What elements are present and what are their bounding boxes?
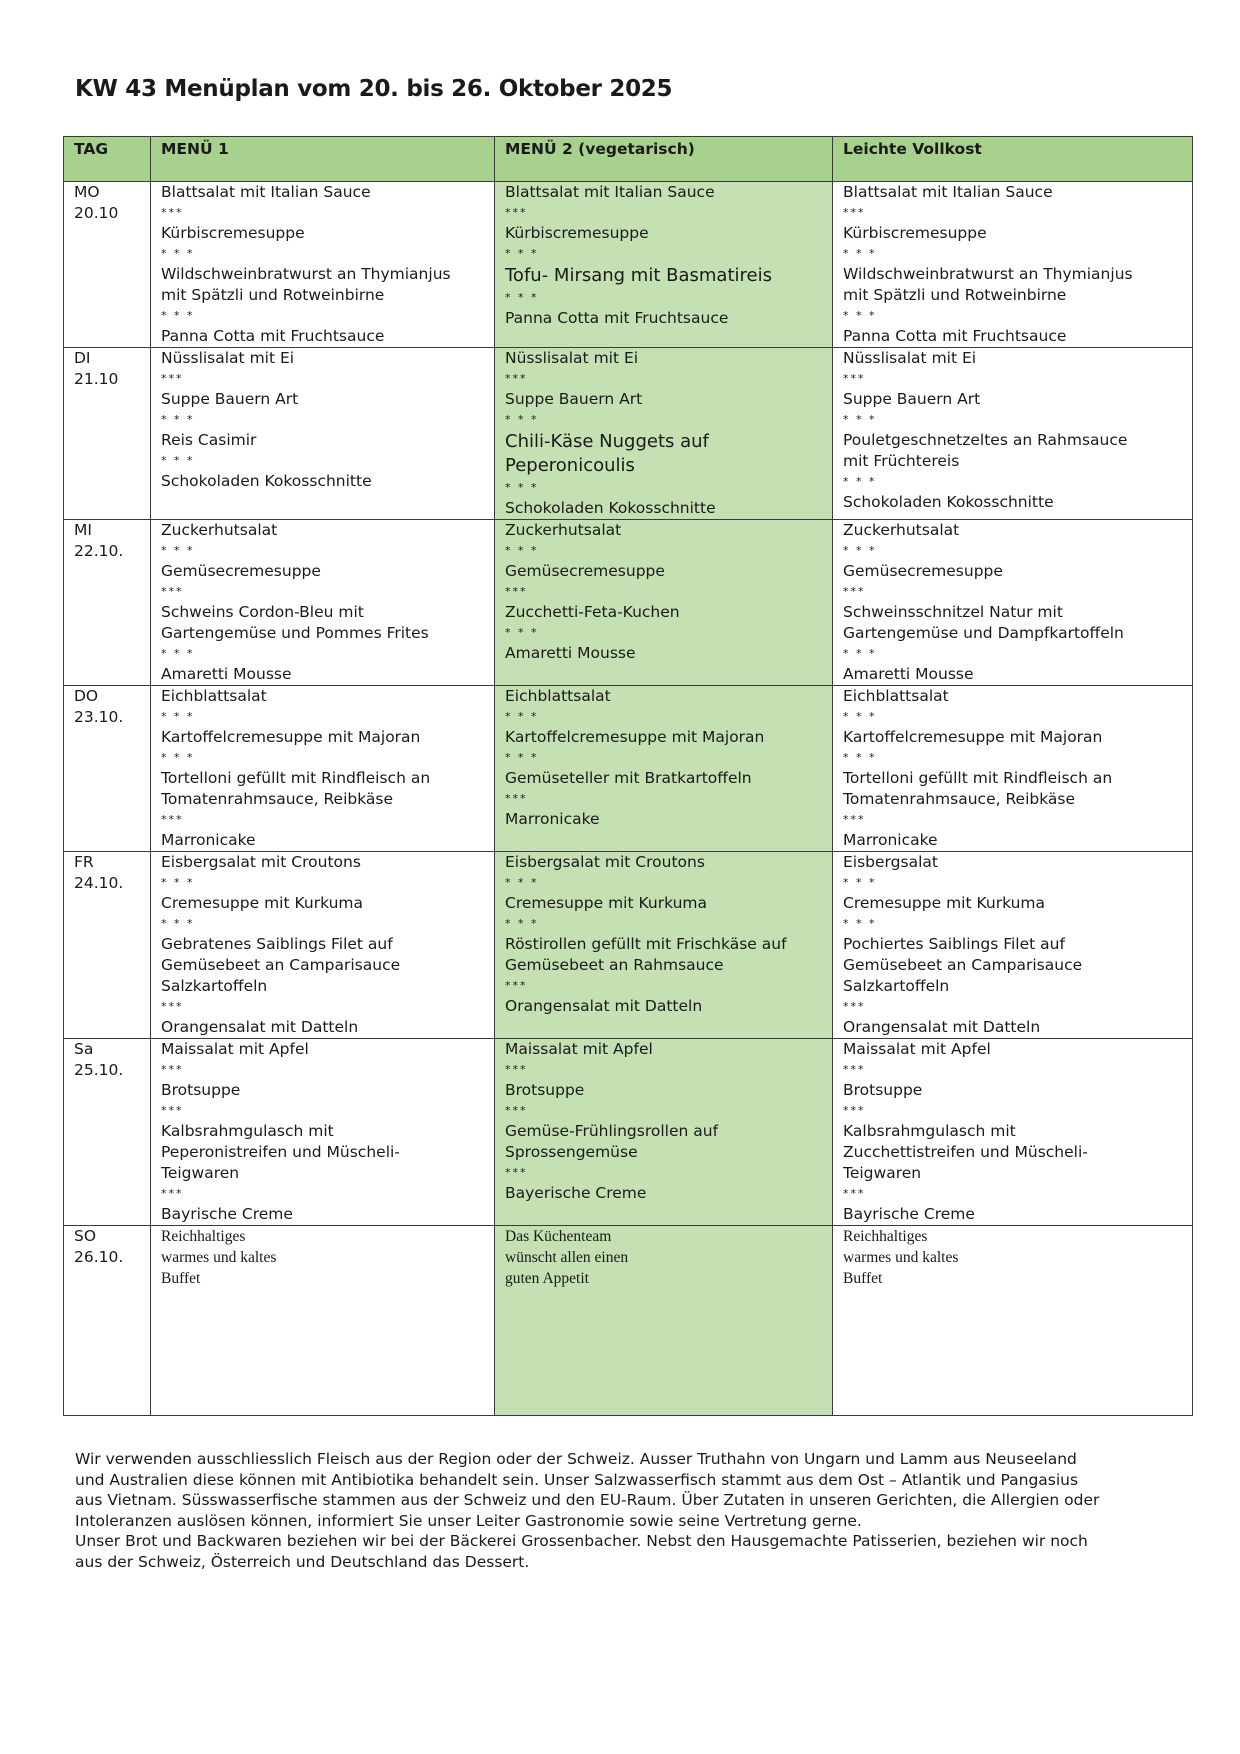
course-separator: *** [843,585,866,598]
course-separator: * * * [843,647,877,660]
dish-line: Orangensalat mit Datteln [843,1018,1041,1036]
day-row [64,520,1193,686]
dish-line: Eisbergsalat mit Croutons [505,853,705,871]
dish-line: Zucchettistreifen und Müscheli- [843,1143,1088,1161]
dish-line: Cremesuppe mit Kurkuma [505,894,707,912]
dish-line: Teigwaren [161,1164,240,1182]
dish-line: Bayerische Creme [505,1184,647,1202]
course-separator: * * * [843,475,877,488]
day-row-sunday [64,1226,1193,1416]
dish-line: Gemüseteller mit Bratkartoffeln [505,769,752,787]
day-cell [64,1226,151,1416]
dish-line: Eisbergsalat [843,853,938,871]
sunday-line: Das Küchenteam [505,1228,612,1245]
dish-line: Teigwaren [843,1164,922,1182]
dish-line: Salzkartoffeln [843,977,950,995]
dish-line: Bayrische Creme [161,1205,293,1223]
course-separator: *** [505,1104,528,1117]
dish-line: Schokoladen Kokosschnitte [505,499,716,517]
day-name: DO [74,687,99,705]
dish-line: Peperonicoulis [505,455,635,476]
course-separator: *** [161,585,184,598]
dish-line: Reis Casimir [161,431,257,449]
course-separator: * * * [505,876,539,889]
dish-line: Pochiertes Saiblings Filet auf [843,935,1065,953]
dish-line: Kalbsrahmgulasch mit [843,1122,1016,1140]
day-cell [64,520,151,686]
course-separator: *** [505,1063,528,1076]
course-separator: *** [161,1063,184,1076]
sunday-line: warmes und kaltes [161,1249,277,1266]
dish-line: Suppe Bauern Art [843,390,981,408]
footer-line: Intoleranzen auslösen können, informiert Sie unser Leiter Gastronomie sowie seine Vertretung gerne. [75,1511,862,1530]
sunday-menu2 [495,1226,833,1416]
dish-line: Röstirollen gefüllt mit Frischkäse auf [505,935,787,953]
day-name: DI [74,349,91,367]
course-separator: *** [505,792,528,805]
dish-line: mit Spätzli und Rotweinbirne [843,286,1067,304]
light-cell [833,348,1193,520]
course-separator: * * * [505,481,539,494]
menu1-cell [151,520,495,686]
dish-line: Brotsuppe [505,1081,585,1099]
dish-line: Tofu- Mirsang mit Basmatireis [505,265,772,286]
dish-line: Nüsslisalat mit Ei [843,349,977,367]
dish-line: Blattsalat mit Italian Sauce [161,183,371,201]
course-separator: * * * [161,309,195,322]
course-separator: *** [161,1000,184,1013]
light-cell [833,520,1193,686]
course-separator: * * * [505,247,539,260]
day-date: 26.10. [74,1248,124,1266]
course-separator: * * * [505,544,539,557]
footer-line: Wir verwenden ausschliesslich Fleisch aus der Region oder der Schweiz. Ausser Truthahn von Ungarn und Lamm aus Neuseeland [75,1450,1077,1468]
course-separator: * * * [843,710,877,723]
dish-line: Gartengemüse und Dampfkartoffeln [843,624,1124,642]
dish-line: Peperonistreifen und Müscheli- [161,1143,400,1161]
course-separator: *** [505,206,528,219]
course-separator: *** [843,1000,866,1013]
dish-line: Zucchetti-Feta-Kuchen [505,603,680,621]
dish-line: Kürbiscremesuppe [505,224,649,242]
course-separator: * * * [161,710,195,723]
dish-line: Maissalat mit Apfel [161,1040,309,1058]
dish-line: Schokoladen Kokosschnitte [161,472,372,490]
dish-line: Amaretti Mousse [505,644,636,662]
header-day: TAG [64,137,151,182]
day-name: MO [74,183,100,201]
dish-line: Gemüse-Frühlingsrollen auf [505,1122,719,1140]
dish-line: Gemüsebeet an Rahmsauce [505,956,724,974]
menu1-cell [151,1039,495,1226]
day-cell [64,686,151,852]
dish-line: Tomatenrahmsauce, Reibkäse [843,790,1076,808]
dish-line: Amaretti Mousse [161,665,292,683]
dish-line: Chili-Käse Nuggets auf [505,431,709,452]
day-cell [64,1039,151,1226]
dish-line: Zuckerhutsalat [843,521,960,539]
course-separator: * * * [161,917,195,930]
course-separator: * * * [505,751,539,764]
light-cell [833,852,1193,1039]
course-separator: *** [161,1104,184,1117]
menu-header-row [64,137,1193,182]
dish-line: Orangensalat mit Datteln [161,1018,359,1036]
dish-line: Tortelloni gefüllt mit Rindfleisch an [843,769,1113,787]
day-date: 20.10 [74,204,119,222]
sunday-line: wünscht allen einen [505,1249,629,1266]
sunday-line: Buffet [843,1270,883,1287]
dish-line: mit Spätzli und Rotweinbirne [161,286,385,304]
course-separator: * * * [843,917,877,930]
dish-line: Schweins Cordon-Bleu mit [161,603,364,621]
dish-line: Sprossengemüse [505,1143,638,1161]
course-separator: * * * [161,751,195,764]
course-separator: * * * [161,454,195,467]
dish-line: Brotsuppe [161,1081,241,1099]
dish-line: Suppe Bauern Art [161,390,299,408]
day-date: 25.10. [74,1061,124,1079]
course-separator: * * * [843,413,877,426]
dish-line: Brotsuppe [843,1081,923,1099]
dish-line: Salzkartoffeln [161,977,268,995]
dish-line: Tortelloni gefüllt mit Rindfleisch an [161,769,431,787]
dish-line: Nüsslisalat mit Ei [505,349,639,367]
course-separator: *** [843,813,866,826]
menu1-cell [151,348,495,520]
dish-line: Gemüsecremesuppe [843,562,1003,580]
course-separator: * * * [161,247,195,260]
light-cell [833,1039,1193,1226]
header-menu1: MENÜ 1 [151,137,495,182]
course-separator: * * * [505,710,539,723]
dish-line: Panna Cotta mit Fruchtsauce [161,327,385,345]
dish-line: Gebratenes Saiblings Filet auf [161,935,393,953]
menu2-cell [495,182,833,348]
dish-line: Blattsalat mit Italian Sauce [843,183,1053,201]
dish-line: Eichblattsalat [843,687,949,705]
dish-line: Marronicake [843,831,938,849]
course-separator: *** [161,372,184,385]
footer-line: aus Vietnam. Süsswasserfische stammen aus der Schweiz und den EU-Raum. Über Zutaten in unseren Gerichten, die Allergien oder [75,1491,1100,1509]
menu2-cell [495,1039,833,1226]
course-separator: * * * [843,247,877,260]
menu1-cell [151,852,495,1039]
course-separator: * * * [843,876,877,889]
dish-line: Eisbergsalat mit Croutons [161,853,361,871]
menu-table [63,136,1193,1416]
course-separator: * * * [505,626,539,639]
day-date: 22.10. [74,542,124,560]
sunday-line: warmes und kaltes [843,1249,959,1266]
footer-line: aus der Schweiz, Österreich und Deutschland das Dessert. [75,1552,530,1571]
course-separator: * * * [505,917,539,930]
day-row [64,686,1193,852]
course-separator: *** [161,813,184,826]
dish-line: Bayrische Creme [843,1205,975,1223]
dish-line: Eichblattsalat [505,687,611,705]
dish-line: Cremesuppe mit Kurkuma [161,894,363,912]
dish-line: Amaretti Mousse [843,665,974,683]
dish-line: Orangensalat mit Datteln [505,997,703,1015]
dish-line: Kartoffelcremesuppe mit Majoran [843,728,1103,746]
dish-line: Tomatenrahmsauce, Reibkäse [161,790,394,808]
footer-line: Unser Brot und Backwaren beziehen wir bei der Bäckerei Grossenbacher. Nebst den Hausgemachte Patisserien, beziehen wir noch [75,1532,1088,1550]
course-separator: *** [843,1063,866,1076]
course-separator: * * * [843,309,877,322]
course-separator: * * * [505,413,539,426]
dish-line: Suppe Bauern Art [505,390,643,408]
dish-line: Blattsalat mit Italian Sauce [505,183,715,201]
sunday-line: Buffet [161,1270,201,1287]
course-separator: *** [843,206,866,219]
header-light: Leichte Vollkost [833,137,1193,182]
dish-line: Nüsslisalat mit Ei [161,349,295,367]
dish-line: Gemüsebeet an Camparisauce [843,956,1083,974]
course-separator: *** [843,1187,866,1200]
dish-line: Panna Cotta mit Fruchtsauce [843,327,1067,345]
dish-line: Maissalat mit Apfel [505,1040,653,1058]
dish-line: Eichblattsalat [161,687,267,705]
dish-line: Wildschweinbratwurst an Thymianjus [161,265,451,283]
dish-line: Pouletgeschnetzeltes an Rahmsauce [843,431,1128,449]
menu1-cell [151,686,495,852]
dish-line: Gartengemüse und Pommes Frites [161,624,429,642]
dish-line: Schokoladen Kokosschnitte [843,493,1054,511]
sunday-light [833,1226,1193,1416]
day-name: FR [74,853,94,871]
page-title: KW 43 Menüplan vom 20. bis 26. Oktober 2025 [75,76,673,102]
day-row [64,182,1193,348]
day-cell [64,348,151,520]
dish-line: Panna Cotta mit Fruchtsauce [505,309,729,327]
day-date: 21.10 [74,370,119,388]
dish-line: Kürbiscremesuppe [843,224,987,242]
course-separator: * * * [161,544,195,557]
day-cell [64,182,151,348]
day-date: 23.10. [74,708,124,726]
dish-line: Wildschweinbratwurst an Thymianjus [843,265,1133,283]
dish-line: Cremesuppe mit Kurkuma [843,894,1045,912]
day-name: SO [74,1227,97,1245]
dish-line: Zuckerhutsalat [161,521,278,539]
dish-line: Maissalat mit Apfel [843,1040,991,1058]
dish-line: Gemüsebeet an Camparisauce [161,956,401,974]
footer-line: und Australien diese können mit Antibiotika behandelt sein. Unser Salzwasserfisch stammt aus dem Ost – Atlantik und Pangasius [75,1470,1079,1489]
menu2-cell [495,348,833,520]
header-menu2: MENÜ 2 (vegetarisch) [495,137,833,182]
course-separator: * * * [843,544,877,557]
sunday-line: Reichhaltiges [161,1228,246,1245]
dish-line: Kalbsrahmgulasch mit [161,1122,334,1140]
course-separator: * * * [505,291,539,304]
course-separator: * * * [161,413,195,426]
dish-line: Marronicake [505,810,600,828]
course-separator: *** [161,206,184,219]
course-separator: *** [505,585,528,598]
day-row [64,1039,1193,1226]
light-cell [833,686,1193,852]
dish-line: Zuckerhutsalat [505,521,622,539]
course-separator: * * * [161,647,195,660]
course-separator: *** [843,1104,866,1117]
dish-line: Gemüsecremesuppe [161,562,321,580]
dish-line: Kürbiscremesuppe [161,224,305,242]
dish-line: Marronicake [161,831,256,849]
dish-line: Gemüsecremesuppe [505,562,665,580]
course-separator: *** [843,372,866,385]
day-name: Sa [74,1040,94,1058]
menu1-cell [151,182,495,348]
course-separator: *** [505,979,528,992]
dish-line: mit Früchtereis [843,452,960,470]
menu2-cell [495,686,833,852]
day-row [64,348,1193,520]
course-separator: * * * [161,876,195,889]
sunday-line: guten Appetit [505,1270,589,1287]
menu2-cell [495,852,833,1039]
day-date: 24.10. [74,874,124,892]
day-row [64,852,1193,1039]
course-separator: *** [161,1187,184,1200]
menu2-cell [495,520,833,686]
day-name: MI [74,521,92,539]
course-separator: *** [505,372,528,385]
dish-line: Kartoffelcremesuppe mit Majoran [161,728,421,746]
sunday-line: Reichhaltiges [843,1228,928,1245]
course-separator: *** [505,1166,528,1179]
day-cell [64,852,151,1039]
course-separator: * * * [843,751,877,764]
light-cell [833,182,1193,348]
footer-note [75,1449,1175,1572]
dish-line: Kartoffelcremesuppe mit Majoran [505,728,765,746]
sunday-menu1 [151,1226,495,1416]
dish-line: Schweinsschnitzel Natur mit [843,603,1063,621]
